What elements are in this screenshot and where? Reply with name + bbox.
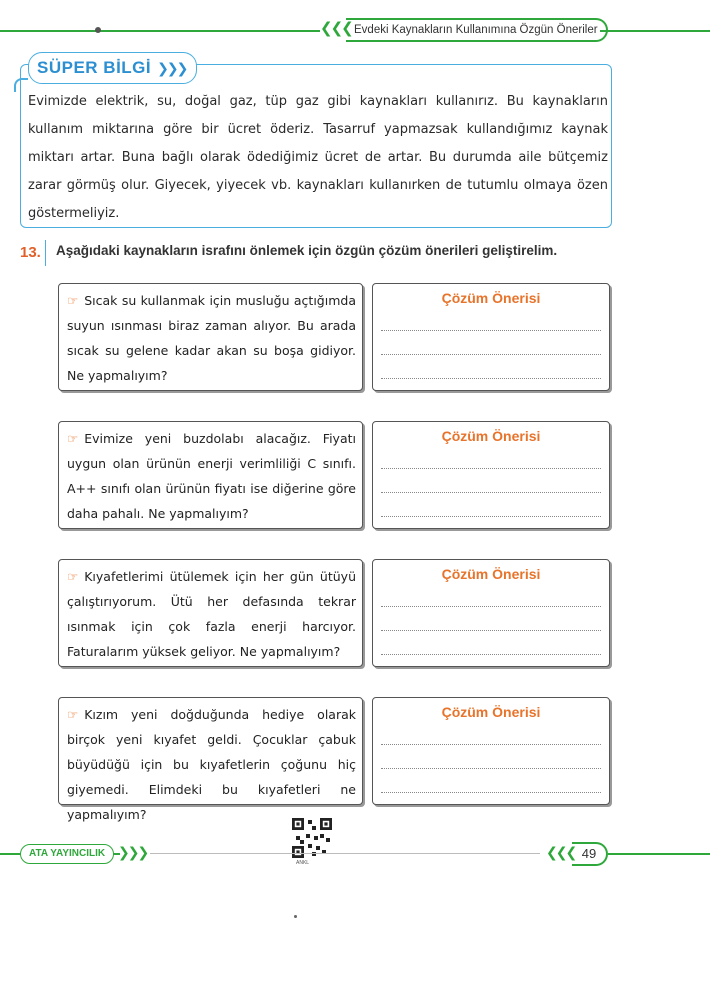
super-info-tag bbox=[28, 52, 197, 84]
scenario-card bbox=[58, 559, 363, 667]
footer-rule-middle bbox=[150, 853, 540, 854]
chevron-left-icon: ❮❮❮ bbox=[320, 20, 352, 37]
answer-line bbox=[381, 378, 601, 379]
header-rule-right bbox=[600, 30, 710, 32]
scenario-text: ☞ Kıyafetlerimi ütülemek için her gün ütüyü çalıştırıyorum. Ütü her defasında tekrar ısınmak için çok fazla enerji harcıyor. Faturalarım yüksek geliyor. Ne yapmalıyım? bbox=[67, 564, 356, 664]
question-number: 13. bbox=[20, 240, 46, 266]
answer-line bbox=[381, 768, 601, 769]
answer-line bbox=[381, 468, 601, 469]
solution-title: Çözüm Önerisi bbox=[441, 704, 541, 720]
answer-line bbox=[381, 606, 601, 607]
scenario-card bbox=[58, 421, 363, 529]
solution-box[interactable] bbox=[372, 697, 610, 805]
answer-line bbox=[381, 516, 601, 517]
pointing-hand-icon: ☞ bbox=[67, 431, 79, 446]
answer-line bbox=[381, 354, 601, 355]
solution-title: Çözüm Önerisi bbox=[441, 566, 541, 582]
pointing-hand-icon: ☞ bbox=[67, 293, 79, 308]
answer-line bbox=[381, 330, 601, 331]
super-info-label: SÜPER BİLGİ bbox=[37, 58, 152, 77]
solution-title: Çözüm Önerisi bbox=[441, 290, 541, 306]
pointing-hand-icon: ☞ bbox=[67, 707, 79, 722]
header-title: Evdeki Kaynakların Kullanımına Özgün Öneriler bbox=[346, 18, 608, 42]
page-number: 49 bbox=[572, 842, 608, 866]
header-rule-left bbox=[0, 30, 320, 32]
chevron-left-icon: ❮❮❮ bbox=[546, 844, 576, 860]
answer-line bbox=[381, 744, 601, 745]
answer-line bbox=[381, 630, 601, 631]
scenario-text: ☞ Sıcak su kullanmak için musluğu açtığımda suyun ısınması biraz zaman alıyor. Bu arada sıcak su gelene kadar akan su boşa gidiyor. Ne yapmalıyım? bbox=[67, 288, 356, 388]
footer-rule-right bbox=[608, 853, 710, 855]
super-info-text: Evimizde elektrik, su, doğal gaz, tüp gaz gibi kaynakları kullanırız. Bu kaynakların kullanım miktarına göre bir ücret öderiz. Tasarruf yapmazsak kullandığımız kaynak miktarı artar. Buna bağlı olarak ödediğimiz ücret de artar. Bu durumda aile bütçemiz zarar görmüş olur. Giyecek, yiyecek vb. kaynakları kullanırken de tutumlu olmaya özen göstermeliyiz. bbox=[28, 94, 608, 221]
publisher-brand: ATA YAYINCILIK bbox=[20, 844, 114, 864]
page-footer bbox=[0, 842, 720, 872]
scenario-card bbox=[58, 283, 363, 391]
page-header bbox=[0, 18, 720, 42]
chevron-right-icon: ❯❯❯ bbox=[118, 844, 148, 860]
solution-title: Çözüm Önerisi bbox=[441, 428, 541, 444]
chevron-right-icon: ❯❯❯ bbox=[157, 59, 187, 76]
scenario-text: ☞ Evimize yeni buzdolabı alacağız. Fiyatı uygun olan ürünün enerji verimliliği C sınıfı. A++ sınıfı olan ürünün fiyatı ise diğerine göre daha pahalı. Ne yapmalıyım? bbox=[67, 426, 356, 526]
header-dot bbox=[95, 27, 101, 33]
scenario-text: ☞ Kızım yeni doğduğunda hediye olarak birçok yeni kıyafet geldi. Çocuklar çabuk büyüdüğü için bu kıyafetlerin çoğunu hiç giyemedi. Elimdeki bu kıyafetleri ne yapmalıyım? bbox=[67, 702, 356, 827]
qr-label: ANKL bbox=[296, 860, 310, 866]
question-text: Aşağıdaki kaynakların israfını önlemek için özgün çözüm önerileri geliştirelim. bbox=[56, 243, 558, 258]
pointing-hand-icon: ☞ bbox=[67, 569, 79, 584]
decorative-dot bbox=[294, 915, 297, 918]
answer-line bbox=[381, 792, 601, 793]
solution-box[interactable] bbox=[372, 421, 610, 529]
answer-line bbox=[381, 492, 601, 493]
answer-line bbox=[381, 654, 601, 655]
solution-box[interactable] bbox=[372, 283, 610, 391]
solution-box[interactable] bbox=[372, 559, 610, 667]
scenario-card bbox=[58, 697, 363, 822]
info-corner-decoration bbox=[14, 78, 28, 92]
